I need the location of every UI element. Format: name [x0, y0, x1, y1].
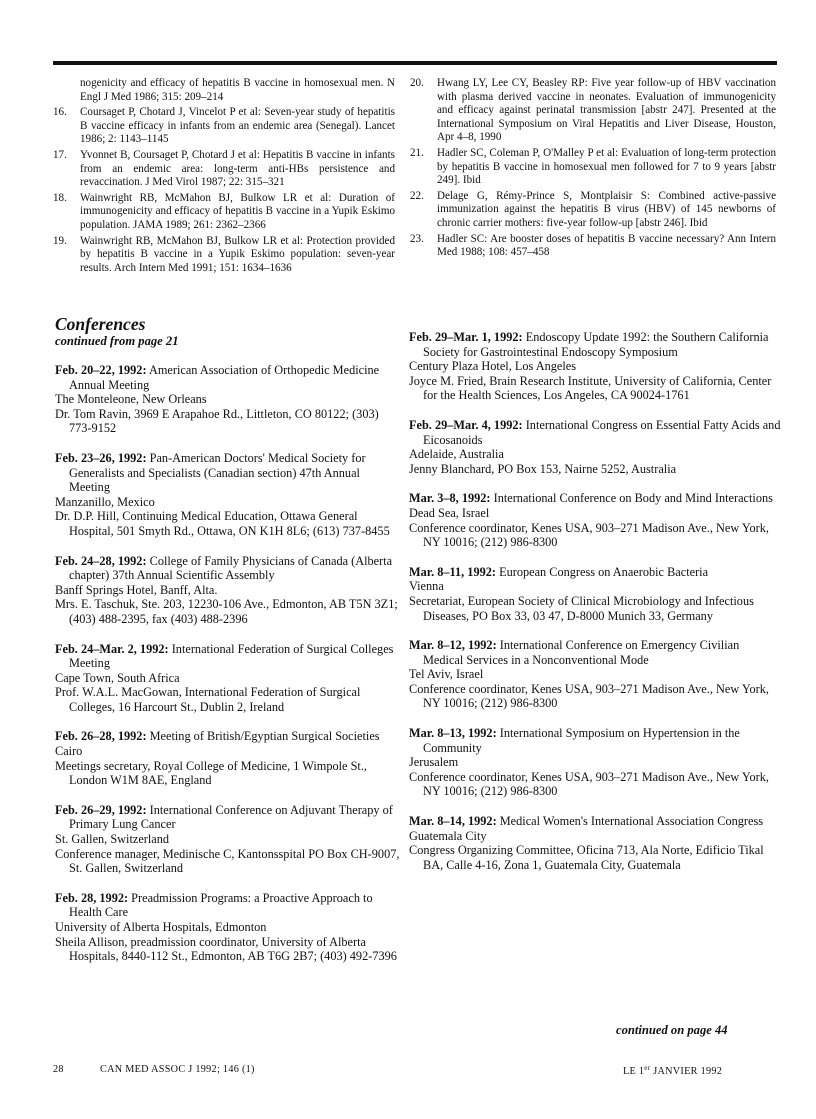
- conference-name: American Association of Orthopedic Medicine Annual Meeting: [69, 363, 380, 392]
- conference-entry: [55, 891, 400, 964]
- issue-date-suffix: JANVIER 1992: [650, 1066, 723, 1077]
- conference-entry: [55, 642, 400, 715]
- conference-venue: Banff Springs Hotel, Banff, Alta.: [55, 582, 218, 597]
- conference-name: European Congress on Anaerobic Bacteria: [499, 564, 709, 579]
- conference-entry: [409, 330, 781, 403]
- conference-heading: [409, 638, 781, 667]
- conference-date: Feb. 29–Mar. 1, 1992:: [409, 330, 523, 344]
- reference-text: Yvonnet B, Coursaget P, Chotard J et al: Hepatitis B vaccine in infants from an endemic area: long-term anti-HBs persistence and revaccination. J Med Virol 1987; 22: 315–321: [80, 148, 395, 189]
- reference-item: [53, 106, 395, 147]
- conference-heading: [409, 726, 781, 755]
- conference-entry: [55, 451, 400, 539]
- conference-contact: Joyce M. Fried, Brain Research Institute, University of California, Center for the Health Sciences, Los Angeles, CA 90024-1761: [409, 373, 772, 403]
- conference-venue: The Monteleone, New Orleans: [55, 392, 207, 407]
- reference-number: 20.: [410, 77, 424, 89]
- conferences-right-column: [409, 330, 781, 887]
- reference-item: [53, 149, 395, 190]
- conference-contact: Secretariat, European Society of Clinical Microbiology and Infectious Diseases, PO Box 33, 03 47, D-8000 Munich 33, Germany: [409, 593, 754, 623]
- conference-venue: Jerusalem: [409, 755, 459, 770]
- conference-contact: Congress Organizing Committee, Oficina 713, Ala Norte, Edificio Tikal BA, Calle 4-16, Zona 1, Guatemala City, Guatemala: [409, 843, 764, 872]
- reference-item: [410, 77, 776, 145]
- conference-venue: Guatemala City: [409, 828, 487, 843]
- conference-date: Feb. 28, 1992:: [55, 890, 129, 905]
- conference-heading: [409, 330, 781, 359]
- conference-contact: Conference manager, Medinische C, Kantonsspital PO Box CH-9007, St. Gallen, Switzerland: [55, 846, 400, 876]
- conference-date: Feb. 24–Mar. 2, 1992:: [55, 641, 169, 656]
- conference-contact: Prof. W.A.L. MacGowan, International Federation of Surgical Colleges, 16 Harcourt St., Dublin 2, Ireland: [55, 685, 361, 714]
- conference-heading: [55, 729, 400, 744]
- journal-citation: CAN MED ASSOC J 1992; 146 (1): [100, 1064, 255, 1075]
- conference-name: International Conference on Adjuvant Therapy of Primary Lung Cancer: [69, 802, 393, 832]
- top-rule: [53, 61, 777, 65]
- conference-name: Preadmission Programs: a Proactive Approach to Health Care: [69, 890, 373, 920]
- reference-text: Hwang LY, Lee CY, Beasley RP: Five year follow-up of HBV vaccination with plasma derived vaccine in neonates. Evaluation of immunogenicity and efficacy against perinatal transmission [abstr 247]. Presented at the International Symposium on Viral Hepatitis and Liver Disease, Houston, Apr 4–8, 1990: [437, 77, 776, 144]
- conference-venue: Tel Aviv, Israel: [409, 667, 484, 682]
- reference-text: nogenicity and efficacy of hepatitis B vaccine in homosexual men. N Engl J Med 1986; 315: 209–214: [80, 77, 395, 103]
- conference-heading: [409, 814, 781, 829]
- reference-number: 22.: [410, 189, 424, 202]
- conferences-left-column: [55, 315, 400, 979]
- conference-name: International Congress on Essential Fatty Acids and Eicosanoids: [423, 417, 781, 447]
- conference-entry: [409, 418, 781, 476]
- conference-date: Feb. 26–29, 1992:: [55, 802, 147, 817]
- section-title: Conferences: [55, 314, 146, 334]
- conference-heading: [409, 491, 781, 506]
- conference-name: Endoscopy Update 1992: the Southern California Society for Gastrointestinal Endoscopy Symposium: [423, 330, 769, 359]
- reference-item: [53, 235, 395, 276]
- conference-contact: Conference coordinator, Kenes USA, 903–271 Madison Ave., New York, NY 10016; (212) 986-8300: [409, 769, 769, 799]
- conference-date: Feb. 29–Mar. 4, 1992:: [409, 417, 523, 432]
- conference-name: International Federation of Surgical Colleges Meeting: [69, 641, 394, 671]
- conference-date: Mar. 8–12, 1992:: [409, 638, 497, 653]
- reference-number: 18.: [53, 191, 67, 204]
- conference-heading: [55, 891, 400, 920]
- conference-date: Mar. 8–14, 1992:: [409, 814, 497, 829]
- reference-number: 19.: [53, 234, 67, 247]
- conference-contact: Conference coordinator, Kenes USA, 903–271 Madison Ave., New York, NY 10016; (212) 986-8300: [409, 520, 769, 550]
- conference-name: Medical Women's International Association Congress: [499, 814, 764, 829]
- reference-item: [410, 233, 776, 260]
- conference-heading: [55, 363, 400, 392]
- conference-heading: [55, 451, 400, 495]
- conference-entry: [55, 363, 400, 436]
- conference-venue: Century Plaza Hotel, Los Angeles: [409, 359, 576, 374]
- conference-contact: Dr. D.P. Hill, Continuing Medical Education, Ottawa General Hospital, 501 Smyth Rd., Ottawa, ON K1H 8L6; (613) 737-8455: [55, 509, 390, 538]
- conference-entry: [409, 726, 781, 799]
- conference-name: Meeting of British/Egyptian Surgical Societies: [149, 729, 380, 744]
- reference-text: Coursaget P, Chotard J, Vincelot P et al: Seven-year study of hepatitis B vaccine efficacy in infants from an endemic area (Senegal). Lancet 1986; 2: 1143–1145: [80, 106, 395, 146]
- conference-contact: Meetings secretary, Royal College of Medicine, 1 Wimpole St., London W1M 8AE, England: [55, 758, 367, 788]
- conference-date: Feb. 24–28, 1992:: [55, 553, 147, 568]
- conference-contact: Mrs. E. Taschuk, Ste. 203, 12230-106 Ave., Edmonton, AB T5N 3Z1; (403) 488-2395, fax (403) 488-2396: [55, 597, 398, 626]
- conference-name: International Symposium on Hypertension in the Community: [423, 726, 740, 755]
- conference-name: International Conference on Emergency Civilian Medical Services in a Nonconventional Mode: [423, 638, 740, 667]
- references-left-column: [53, 77, 395, 277]
- conference-heading: [55, 554, 400, 583]
- conference-date: Feb. 23–26, 1992:: [55, 450, 147, 465]
- conference-venue: St. Gallen, Switzerland: [55, 832, 170, 847]
- reference-text: Delage G, Rémy-Prince S, Montplaisir S: Combined active-passive immunization against the hepatitis B virus (HBV) of 145 newborns of chronic carrier mothers: five-year follow-up [abstr 246]. Ibid: [437, 189, 776, 229]
- issue-date-sup: er: [644, 1064, 651, 1072]
- reference-text: Hadler SC: Are booster doses of hepatitis B vaccine necessary? Ann Intern Med 1988; 108: 457–458: [437, 232, 776, 259]
- conference-venue: Manzanillo, Mexico: [55, 494, 155, 509]
- reference-item: [410, 147, 776, 188]
- conference-venue: Dead Sea, Israel: [409, 505, 490, 520]
- issue-date: [623, 1064, 722, 1077]
- conference-contact: Jenny Blanchard, PO Box 153, Nairne 5252, Australia: [409, 461, 677, 476]
- conference-venue: Cairo: [55, 744, 83, 759]
- conference-name: College of Family Physicians of Canada (Alberta chapter) 37th Annual Scientific Assembly: [69, 553, 393, 583]
- reference-number: 16.: [53, 106, 67, 119]
- conference-contact: Sheila Allison, preadmission coordinator, University of Alberta Hospitals, 8440-112 St., Edmonton, AB T6G 2B7; (403) 492-7396: [55, 934, 397, 964]
- issue-date-prefix: LE 1: [623, 1066, 645, 1077]
- conference-venue: Adelaide, Australia: [409, 447, 504, 462]
- conference-contact: Conference coordinator, Kenes USA, 903–271 Madison Ave., New York, NY 10016; (212) 986-8300: [409, 681, 769, 711]
- reference-number: 21.: [410, 146, 424, 159]
- conference-name: International Conference on Body and Mind Interactions: [493, 491, 773, 506]
- conference-venue: Vienna: [409, 579, 444, 594]
- continued-note: continued on page 44: [616, 1023, 728, 1037]
- conference-entry: [409, 565, 781, 623]
- reference-number: 23.: [410, 232, 424, 245]
- conference-entry: [409, 491, 781, 549]
- conference-entry: [409, 638, 781, 711]
- reference-item: [53, 77, 395, 104]
- conference-entry: [55, 554, 400, 627]
- conference-heading: [55, 642, 400, 671]
- conference-entry: [55, 729, 400, 787]
- conference-date: Feb. 20–22, 1992:: [55, 363, 147, 377]
- references-right-column: [410, 77, 776, 262]
- reference-text: Wainwright RB, McMahon BJ, Bulkow LR et al: Protection provided by hepatitis B vaccine in a Yupik Eskimo population: seven-year results. Arch Intern Med 1991; 151: 1634–1636: [80, 234, 395, 274]
- conference-name: Pan-American Doctors' Medical Society for Generalists and Specialists (Canadian section) 47th Annual Meeting: [69, 450, 366, 495]
- conference-venue: Cape Town, South Africa: [55, 670, 180, 685]
- reference-text: Hadler SC, Coleman P, O'Malley P et al: Evaluation of long-term protection by hepatitis B vaccine in homosexual men followed for 7 to 9 years [abstr 249]. Ibid: [437, 146, 776, 187]
- page-number: 28: [53, 1064, 64, 1075]
- conference-date: Mar. 3–8, 1992:: [409, 491, 491, 506]
- conference-heading: [55, 803, 400, 832]
- reference-text: Wainwright RB, McMahon BJ, Bulkow LR et al: Duration of immunogenicity and efficacy of hepatitis B vaccine in a Yupik Eskimo population. JAMA 1989; 261: 2362–2366: [80, 191, 395, 231]
- conference-venue: University of Alberta Hospitals, Edmonton: [55, 920, 267, 934]
- conference-heading: [409, 418, 781, 447]
- conference-date: Mar. 8–11, 1992:: [409, 564, 496, 579]
- reference-item: [410, 190, 776, 231]
- conference-date: Feb. 26–28, 1992:: [55, 729, 147, 744]
- section-subtitle: continued from page 21: [55, 334, 179, 348]
- conference-date: Mar. 8–13, 1992:: [409, 726, 497, 741]
- conference-entry: [409, 814, 781, 872]
- conference-heading: [409, 565, 781, 580]
- reference-number: 17.: [53, 148, 67, 161]
- conference-entry: [55, 803, 400, 876]
- reference-item: [53, 192, 395, 233]
- conference-contact: Dr. Tom Ravin, 3969 E Arapahoe Rd., Littleton, CO 80122; (303) 773-9152: [55, 406, 379, 436]
